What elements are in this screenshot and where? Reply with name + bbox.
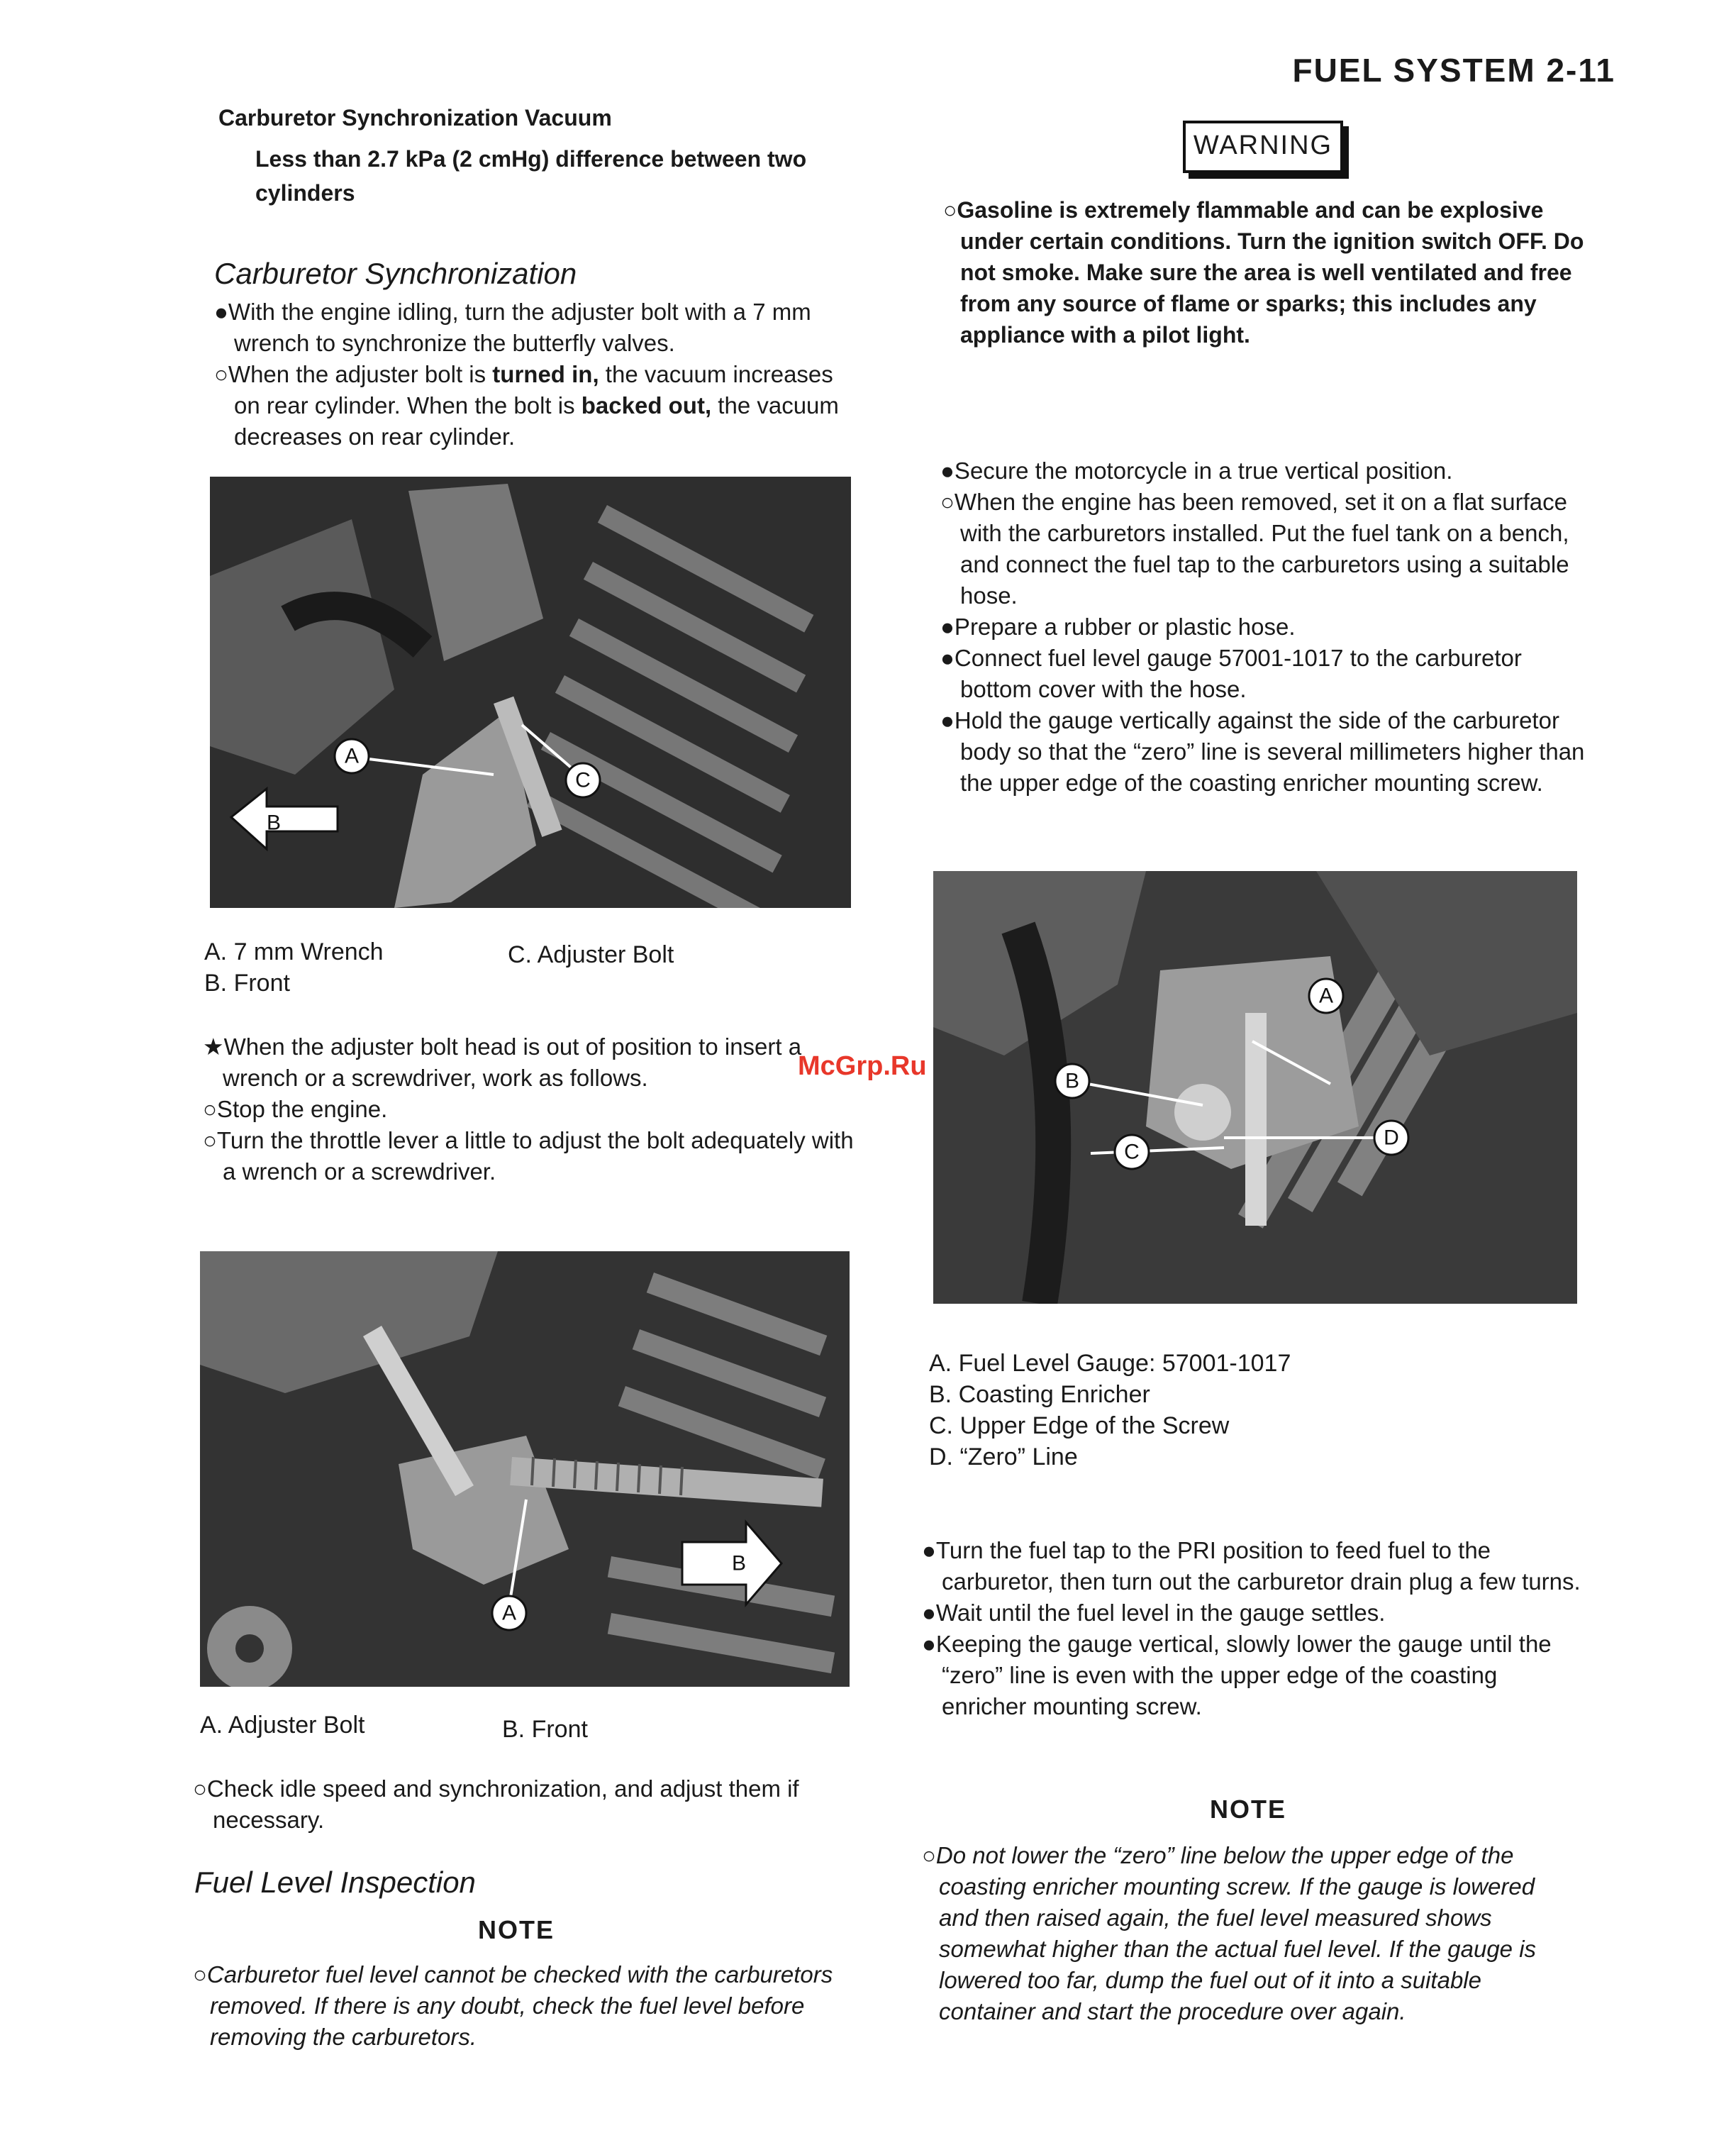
photo3-caption-c: C. Upper Edge of the Screw bbox=[929, 1412, 1230, 1439]
sync-text-c: the vacuum increases on rear cylinder. When the bolt is bbox=[234, 361, 833, 419]
photo1-caption-b: B. Front bbox=[204, 970, 290, 997]
photo3-label-a: A bbox=[1318, 984, 1334, 1008]
note2-text: ○Do not lower the “zero” line below the upper edge of the coasting enricher mounting screw. If the gauge is lowered and then raised again, the fuel level measured shows somewhat higher than the actual fuel level. If the gauge is lowered too far, dump the fuel out of it into a suitable container and start the procedure over again. bbox=[922, 1842, 1537, 2024]
sync-step-1: ●With the engine idling, turn the adjuster bolt with a 7 mm wrench to synchronize the butterfly valves. bbox=[214, 299, 811, 356]
procedure-step-1: ●Secure the motorcycle in a true vertical position. bbox=[940, 458, 1453, 484]
procedure2-paragraphs bbox=[922, 1535, 1581, 1722]
photo2-caption-b: B. Front bbox=[502, 1716, 588, 1743]
photo2-label-a: A bbox=[501, 1601, 517, 1625]
sync-paragraphs bbox=[214, 296, 861, 453]
check-paragraph bbox=[193, 1773, 859, 1836]
photo1-label-c: C bbox=[575, 768, 591, 792]
page-header: FUEL SYSTEM 2-11 bbox=[1292, 52, 1615, 89]
photo-throttle-lever bbox=[200, 1251, 850, 1687]
spec-line-1: Less than 2.7 kPa (2 cmHg) difference between two bbox=[255, 146, 807, 172]
check-step: ○Check idle speed and synchronization, and adjust them if necessary. bbox=[193, 1775, 799, 1833]
warning-label: WARNING bbox=[1183, 121, 1343, 173]
adjust-step-3: ○Turn the throttle lever a little to adjust the bolt adequately with a wrench or a screwdriver. bbox=[203, 1127, 854, 1185]
photo3-caption-b: B. Coasting Enricher bbox=[929, 1381, 1150, 1408]
fuel-level-note-text: ○Carburetor fuel level cannot be checked with the carburetors removed. If there is any doubt, check the fuel level before removing the carburetors. bbox=[193, 1961, 833, 2050]
sync-text-d: backed out, bbox=[581, 392, 712, 419]
fuel-level-note-body bbox=[193, 1959, 845, 2053]
fuel-level-section-title: Fuel Level Inspection bbox=[194, 1866, 476, 1899]
adjust-paragraphs bbox=[203, 1031, 862, 1187]
warning-text: ○Gasoline is extremely flammable and can be explosive under certain conditions. Turn the ignition switch OFF. Do not smoke. Make sure the area is well ventilated and free from any source of flame or sparks; this includes any appliance with a pilot light. bbox=[943, 197, 1584, 348]
sync-step-2 bbox=[214, 359, 861, 453]
fuel-level-note-heading: NOTE bbox=[478, 1915, 555, 1944]
sync-text-e: the vacuum decreases on rear cylinder. bbox=[234, 392, 839, 450]
sync-section-title: Carburetor Synchronization bbox=[214, 257, 577, 290]
sync-text-a: ○When the adjuster bolt is bbox=[214, 361, 493, 387]
photo1-caption-c: C. Adjuster Bolt bbox=[508, 941, 674, 968]
procedure2-step-3: ●Keeping the gauge vertical, slowly lower the gauge until the “zero” line is even with the upper edge of the coasting enricher mounting screw. bbox=[922, 1631, 1552, 1719]
photo2-label-b: B bbox=[731, 1551, 747, 1575]
photo1-label-a: A bbox=[344, 744, 360, 768]
watermark-text: McGrp.Ru bbox=[798, 1051, 927, 1081]
photo3-caption-d: D. “Zero” Line bbox=[929, 1443, 1078, 1470]
photo-fuel-level-gauge bbox=[933, 871, 1577, 1304]
warning-text-block bbox=[943, 194, 1603, 350]
sync-text-b: turned in, bbox=[492, 361, 599, 387]
photo1-caption-a: A. 7 mm Wrench bbox=[204, 938, 384, 965]
photo-adjuster-wrench bbox=[210, 477, 851, 908]
procedure-step-5: ●Hold the gauge vertically against the side of the carburetor body so that the “zero” line is several millimeters higher than the upper edge of the coasting enricher mounting screw. bbox=[940, 707, 1585, 796]
procedure2-step-2: ●Wait until the fuel level in the gauge settles. bbox=[922, 1600, 1386, 1626]
spec-line-2: cylinders bbox=[255, 180, 355, 206]
photo1-label-b: B bbox=[266, 811, 282, 835]
spec-body bbox=[255, 142, 879, 210]
adjust-step-1: ★When the adjuster bolt head is out of position to insert a wrench or a screwdriver, work as follows. bbox=[203, 1033, 802, 1091]
procedure2-step-1: ●Turn the fuel tap to the PRI position to feed fuel to the carburetor, then turn out the carburetor drain plug a few turns. bbox=[922, 1537, 1581, 1595]
procedure-step-3: ●Prepare a rubber or plastic hose. bbox=[940, 614, 1296, 640]
photo3-label-b: B bbox=[1064, 1069, 1080, 1093]
note2-body bbox=[922, 1840, 1574, 2027]
procedure-paragraphs bbox=[940, 455, 1593, 799]
photo3-caption-a: A. Fuel Level Gauge: 57001-1017 bbox=[929, 1350, 1291, 1377]
procedure-step-4: ●Connect fuel level gauge 57001-1017 to the carburetor bottom cover with the hose. bbox=[940, 645, 1522, 702]
photo3-label-c: C bbox=[1124, 1140, 1140, 1164]
photo3-label-d: D bbox=[1384, 1126, 1399, 1150]
photo2-caption-a: A. Adjuster Bolt bbox=[200, 1712, 365, 1739]
spec-title: Carburetor Synchronization Vacuum bbox=[218, 105, 612, 131]
adjust-step-2: ○Stop the engine. bbox=[203, 1096, 388, 1122]
note2-heading: NOTE bbox=[1210, 1795, 1287, 1824]
procedure-step-2: ○When the engine has been removed, set it on a flat surface with the carburetors installed. Put the fuel tank on a bench, and connect the fuel tap to the carburetors using a suitable hose. bbox=[940, 489, 1569, 609]
